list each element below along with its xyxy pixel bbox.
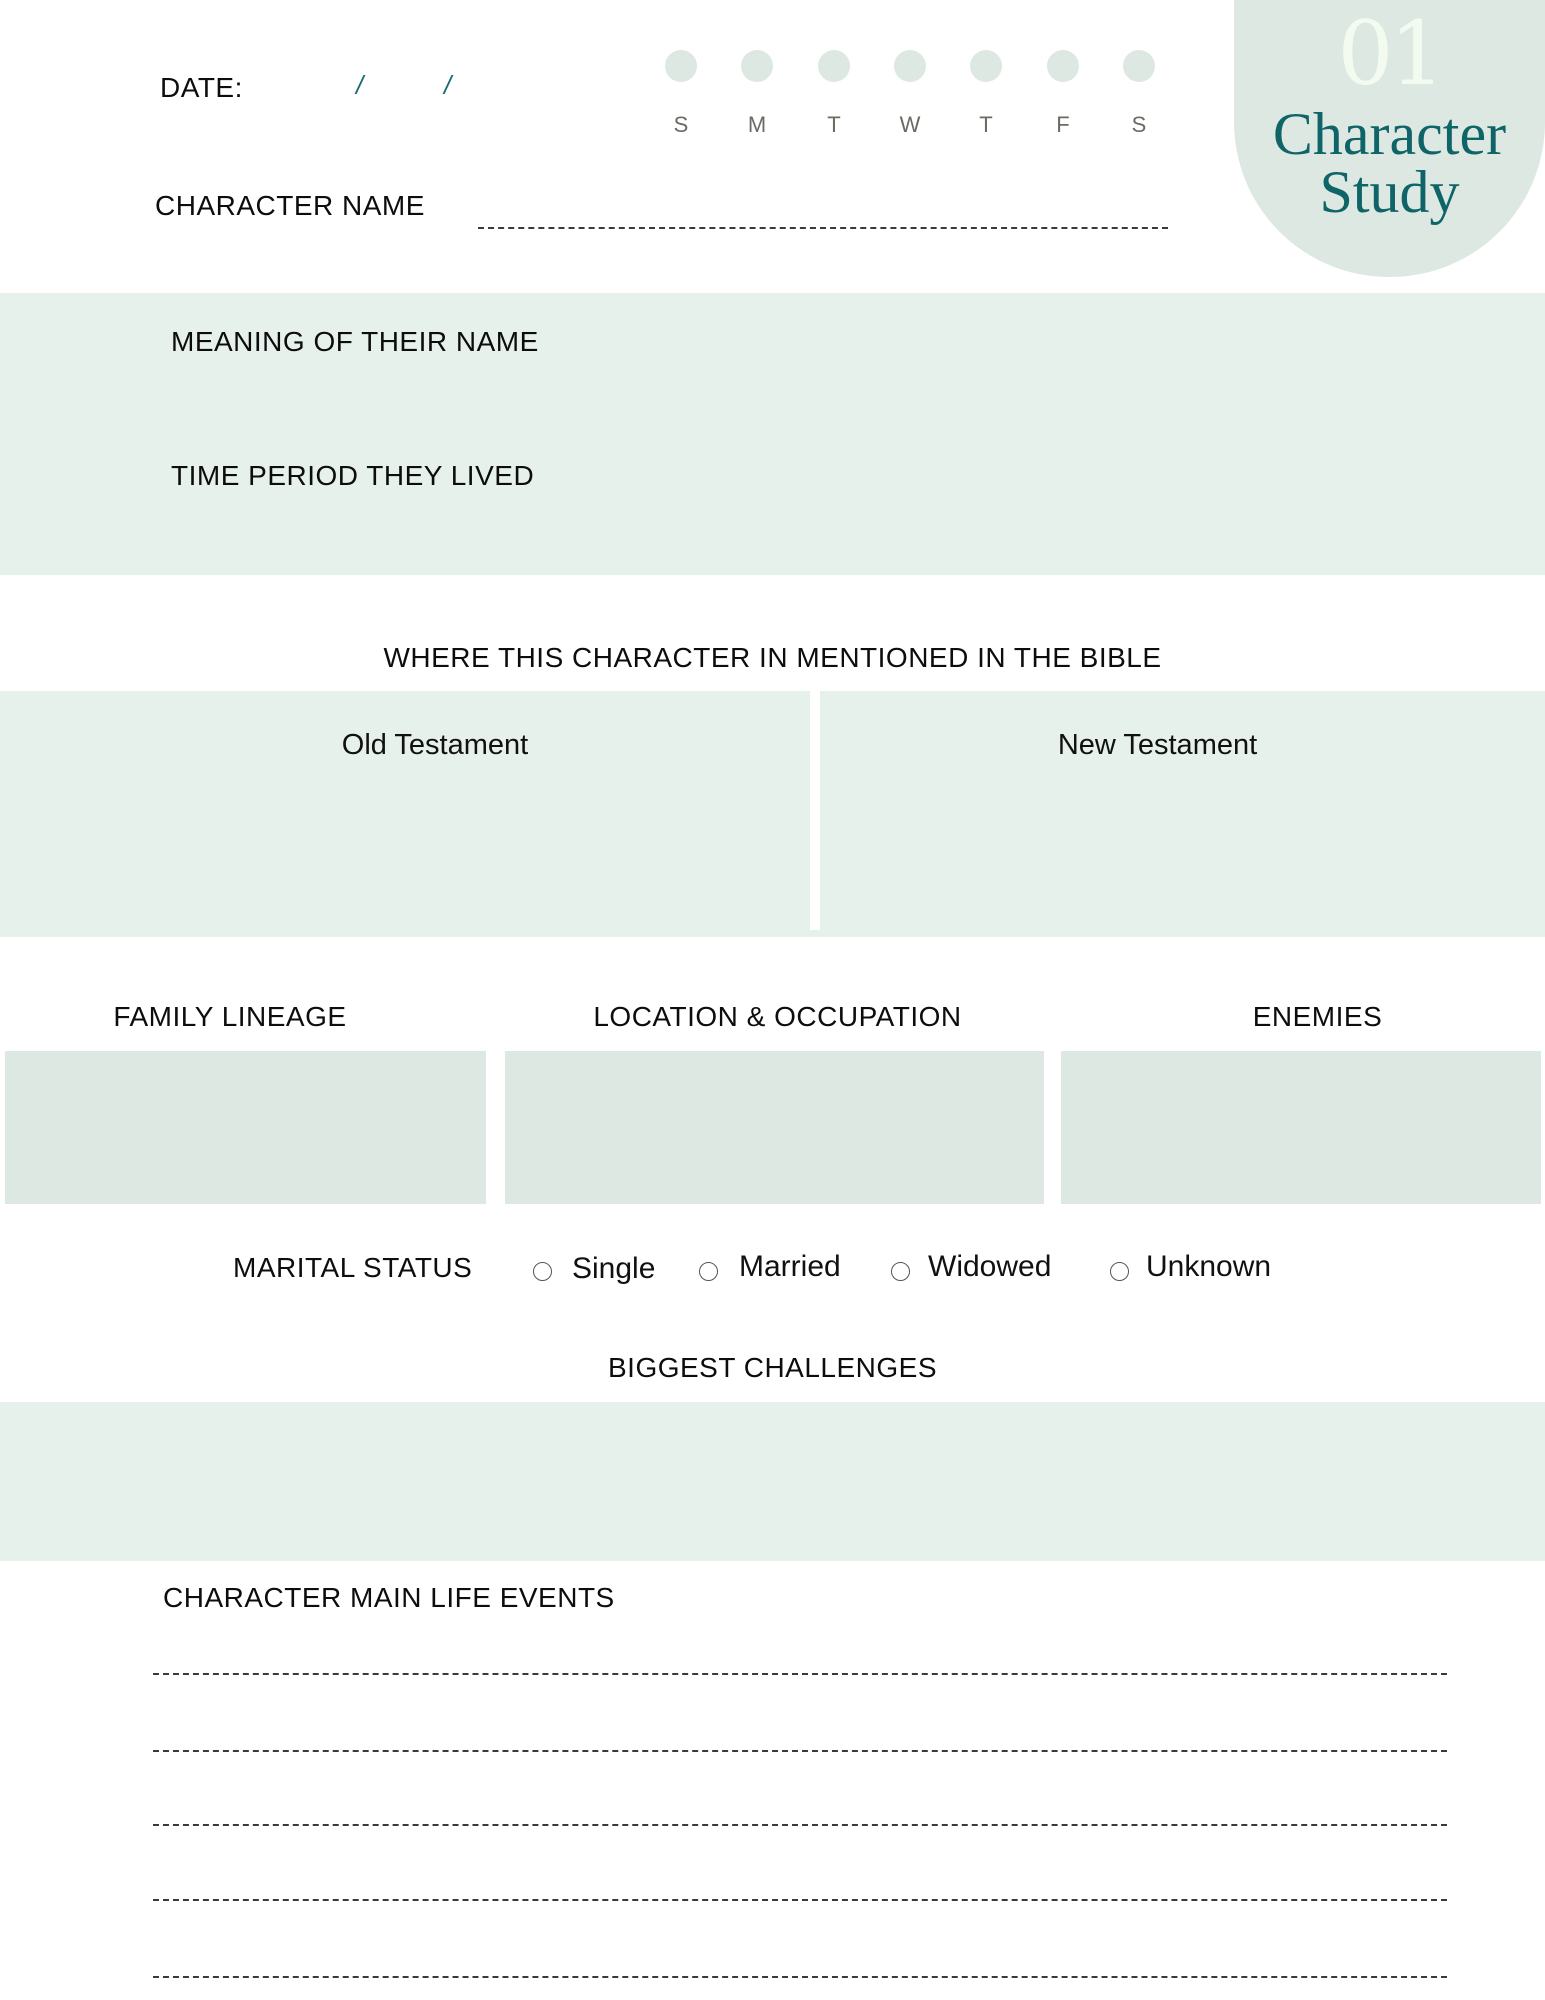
day-label: S: [673, 112, 689, 137]
radio-single[interactable]: [533, 1262, 552, 1281]
date-separator-1: /: [356, 70, 364, 100]
day-label: M: [747, 112, 767, 137]
day-dot-friday[interactable]: [1047, 50, 1079, 82]
enemies-box[interactable]: [1061, 1051, 1541, 1204]
life-event-line-5[interactable]: [153, 1976, 1447, 1978]
date-label: DATE:: [160, 72, 243, 103]
biggest-challenges-heading: BIGGEST CHALLENGES: [607, 1352, 938, 1383]
family-lineage-box[interactable]: [5, 1051, 486, 1204]
day-dot-wednesday[interactable]: [894, 50, 926, 82]
day-dot-sunday[interactable]: [665, 50, 697, 82]
day-label: F: [1056, 112, 1070, 137]
radio-married[interactable]: [699, 1262, 718, 1281]
character-name-label: CHARACTER NAME: [155, 190, 425, 221]
biggest-challenges-field[interactable]: [0, 1402, 1545, 1561]
option-married-label[interactable]: Married: [739, 1250, 841, 1283]
bible-mentions-heading: WHERE THIS CHARACTER IN MENTIONED IN THE BIBLE: [383, 642, 1162, 673]
marital-status-label: MARITAL STATUS: [233, 1252, 473, 1283]
date-separator-2: /: [444, 70, 452, 100]
page-title-line1: Character: [1272, 101, 1507, 167]
new-testament-panel[interactable]: [820, 691, 1545, 937]
enemies-label: ENEMIES: [1252, 1001, 1383, 1032]
location-occupation-label: LOCATION & OCCUPATION: [593, 1001, 962, 1032]
family-lineage-label: FAMILY LINEAGE: [113, 1001, 347, 1032]
option-single-label[interactable]: Single: [572, 1252, 656, 1285]
option-widowed-label[interactable]: Widowed: [928, 1250, 1052, 1283]
day-label: W: [899, 112, 921, 137]
date-day-field[interactable]: [370, 68, 445, 100]
day-dot-monday[interactable]: [741, 50, 773, 82]
new-testament-label: New Testament: [1057, 729, 1258, 761]
day-dot-tuesday[interactable]: [818, 50, 850, 82]
day-label: T: [827, 112, 841, 137]
date-year-field[interactable]: [458, 68, 558, 100]
option-unknown-label[interactable]: Unknown: [1146, 1250, 1272, 1283]
character-name-field[interactable]: [478, 196, 1168, 228]
radio-unknown[interactable]: [1110, 1262, 1129, 1281]
time-period-label: TIME PERIOD THEY LIVED: [171, 460, 535, 491]
day-dot-saturday[interactable]: [1123, 50, 1155, 82]
life-event-line-3[interactable]: [153, 1824, 1447, 1826]
life-event-line-1[interactable]: [153, 1673, 1447, 1675]
meaning-field[interactable]: [171, 362, 1471, 452]
old-testament-panel[interactable]: [0, 691, 810, 937]
old-testament-label: Old Testament: [341, 729, 529, 761]
time-period-field[interactable]: [171, 496, 1471, 566]
day-dot-thursday[interactable]: [970, 50, 1002, 82]
study-number: 01: [1337, 2, 1442, 105]
day-label: T: [979, 112, 993, 137]
life-event-line-4[interactable]: [153, 1899, 1447, 1901]
life-events-heading: CHARACTER MAIN LIFE EVENTS: [163, 1582, 615, 1613]
panel-divider-base: [810, 930, 820, 937]
location-occupation-box[interactable]: [505, 1051, 1044, 1204]
date-month-field[interactable]: [270, 68, 350, 100]
meaning-label: MEANING OF THEIR NAME: [171, 326, 539, 357]
character-name-underline: [478, 227, 1168, 229]
day-label: S: [1131, 112, 1147, 137]
life-event-line-2[interactable]: [153, 1750, 1447, 1752]
radio-widowed[interactable]: [891, 1262, 910, 1281]
page-title-line2: Study: [1319, 159, 1460, 225]
